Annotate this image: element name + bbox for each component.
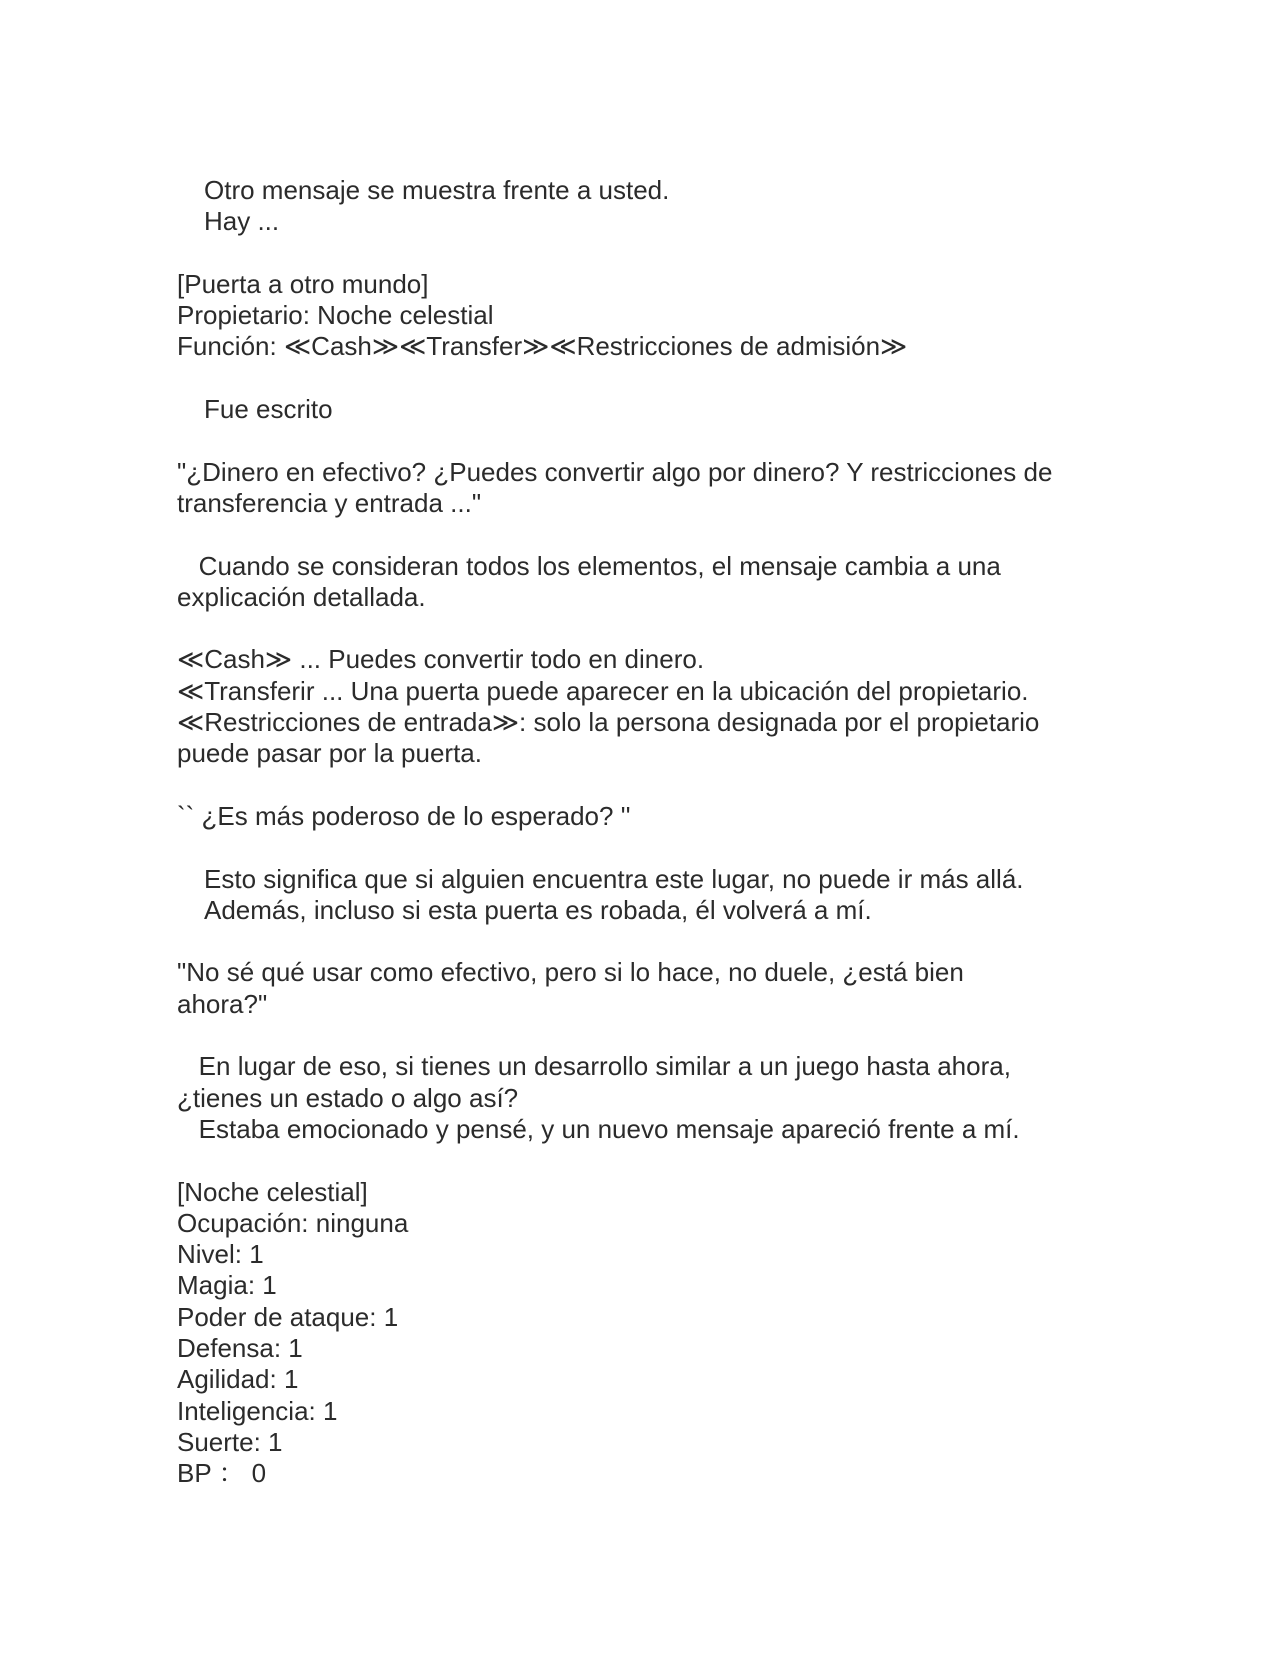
text-line: ≪Transferir ... Una puerta puede aparecer en la ubicación del propietario. bbox=[177, 675, 1029, 706]
text-line: puede pasar por la puerta. bbox=[177, 738, 482, 769]
paragraph-gap bbox=[177, 1145, 1107, 1176]
text-line: Hay ... bbox=[204, 206, 280, 237]
paragraph-gap bbox=[177, 238, 1107, 269]
paragraph bbox=[177, 551, 1107, 614]
status-defense: Defensa: 1 bbox=[177, 1332, 303, 1363]
paragraph-gap bbox=[177, 519, 1107, 550]
text-line: Estaba emocionado y pensé, y un nuevo mensaje apareció frente a mí. bbox=[177, 1113, 1020, 1144]
paragraph bbox=[177, 175, 1107, 238]
paragraph-gap bbox=[177, 832, 1107, 863]
function-line: Función: ≪Cash≫≪Transfer≫≪Restricciones de admisión≫ bbox=[177, 331, 908, 362]
status-level: Nivel: 1 bbox=[177, 1239, 264, 1270]
text-line: Fue escrito bbox=[204, 394, 333, 425]
paragraph-gap bbox=[177, 926, 1107, 957]
paragraph bbox=[177, 1051, 1107, 1145]
text-line: ahora?" bbox=[177, 988, 268, 1019]
status-intelligence: Inteligencia: 1 bbox=[177, 1395, 338, 1426]
text-line: explicación detallada. bbox=[177, 581, 426, 612]
status-title: [Noche celestial] bbox=[177, 1176, 368, 1207]
status-occupation: Ocupación: ninguna bbox=[177, 1207, 409, 1238]
paragraph-gap bbox=[177, 1020, 1107, 1051]
text-line: `` ¿Es más poderoso de lo esperado? '' bbox=[177, 800, 631, 831]
status-bp: BP ： 0 bbox=[177, 1458, 267, 1489]
status-luck: Suerte: 1 bbox=[177, 1426, 283, 1457]
text-line: "¿Dinero en efectivo? ¿Puedes convertir algo por dinero? Y restricciones de bbox=[177, 456, 1053, 487]
text-line: En lugar de eso, si tienes un desarrollo similar a un juego hasta ahora, bbox=[177, 1051, 1011, 1082]
text-line: Esto significa que si alguien encuentra este lugar, no puede ir más allá. bbox=[204, 863, 1024, 894]
text-line: ¿tienes un estado o algo así? bbox=[177, 1082, 519, 1113]
paragraph-gap bbox=[177, 363, 1107, 394]
text-line: Otro mensaje se muestra frente a usted. bbox=[204, 175, 670, 205]
dialogue bbox=[177, 801, 1107, 832]
paragraph bbox=[177, 864, 1107, 927]
dialogue bbox=[177, 957, 1107, 1020]
function-details bbox=[177, 644, 1107, 769]
text-line: Cuando se consideran todos los elementos, el mensaje cambia a una bbox=[177, 550, 1001, 581]
paragraph bbox=[177, 394, 1107, 425]
status-block bbox=[177, 1177, 1107, 1490]
text-line: transferencia y entrada ..." bbox=[177, 487, 482, 518]
owner-line: Propietario: Noche celestial bbox=[177, 300, 494, 331]
door-info-block bbox=[177, 269, 1107, 363]
paragraph-gap bbox=[177, 770, 1107, 801]
paragraph-gap bbox=[177, 613, 1107, 644]
document-page bbox=[177, 175, 1107, 1489]
item-title: [Puerta a otro mundo] bbox=[177, 268, 429, 299]
status-agility: Agilidad: 1 bbox=[177, 1364, 299, 1395]
status-magic: Magia: 1 bbox=[177, 1270, 277, 1301]
text-line: ≪Cash≫ ... Puedes convertir todo en dinero. bbox=[177, 644, 705, 675]
text-line: Además, incluso si esta puerta es robada, él volverá a mí. bbox=[204, 894, 872, 925]
text-line: ≪Restricciones de entrada≫: solo la persona designada por el propietario bbox=[177, 707, 1040, 738]
paragraph-gap bbox=[177, 425, 1107, 456]
text-line: "No sé qué usar como efectivo, pero si lo hace, no duele, ¿está bien bbox=[177, 957, 964, 988]
status-attack: Poder de ataque: 1 bbox=[177, 1301, 399, 1332]
dialogue bbox=[177, 457, 1107, 520]
